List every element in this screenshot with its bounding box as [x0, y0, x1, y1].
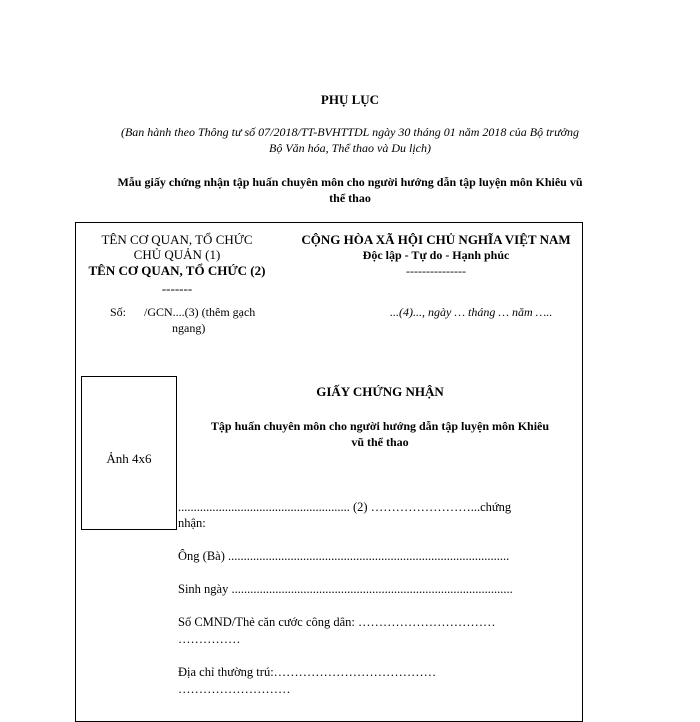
certificate-subtitle-line2: vũ thể thao [351, 435, 409, 449]
national-title: CỘNG HÒA XÃ HỘI CHỦ NGHĨA VIỆT NAM [301, 232, 571, 247]
appendix-subtitle-line1: (Ban hành theo Thông tư số 07/2018/TT-BVHTTDL ngày 30 tháng 01 năm 2018 của Bộ trưởng [120, 125, 580, 139]
date-line: ...(4)..., ngày … tháng … năm ….. [390, 305, 553, 319]
agency-name: TÊN CƠ QUAN, TỔ CHỨC (2) [88, 263, 266, 278]
certificate-subtitle-line1: Tập huấn chuyên môn cho người hướng dẫn tập luyện môn Khiêu [210, 419, 550, 433]
agency-parent-line1: TÊN CƠ QUAN, TỔ CHỨC [101, 232, 253, 247]
number-label: Số: [110, 305, 127, 319]
certificate-title: GIẤY CHỨNG NHẬN [316, 384, 444, 399]
certifier-line2: nhận: [178, 516, 206, 530]
appendix-subtitle-line2: Bộ Văn hóa, Thể thao và Du lịch) [269, 141, 431, 155]
name-field: Ông (Bà) .......................................................................................... [178, 549, 510, 563]
photo-placeholder [81, 376, 177, 530]
form-title-line2: thể thao [329, 191, 371, 205]
id-field-line2: …………… [178, 632, 241, 646]
number-value-cont: ngang) [172, 321, 206, 335]
form-title-line1: Mẫu giấy chứng nhận tập huấn chuyên môn cho người hướng dẫn tập luyện môn Khiêu vũ [117, 175, 583, 189]
national-motto: Độc lập - Tự do - Hạnh phúc [362, 248, 510, 262]
agency-dashes: ------- [161, 281, 193, 296]
national-dashes: --------------- [406, 264, 466, 278]
dob-field: Sinh ngày .......................................................................................... [178, 582, 513, 596]
agency-parent-line2: CHỦ QUẢN (1) [133, 247, 221, 262]
address-field-line2: ……………………… [178, 682, 291, 696]
certifier-line1: ....................................................... (2) ……………………...chứng [178, 500, 512, 514]
appendix-title: PHỤ LỤC [320, 92, 380, 107]
photo-label: Ảnh 4x6 [106, 451, 152, 466]
number-value: /GCN....(3) (thêm gạch [144, 305, 256, 319]
id-field-line1: Số CMND/Thẻ căn cước công dân: …………………………… [178, 615, 496, 629]
address-field-line1: Địa chỉ thường trú:………………………………… [178, 665, 437, 679]
